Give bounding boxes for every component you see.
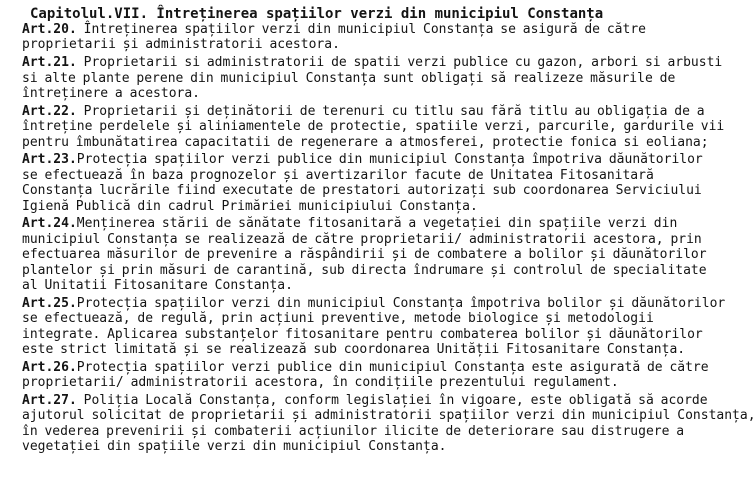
article-line bbox=[22, 37, 632, 52]
article-line bbox=[22, 247, 707, 263]
article-26 bbox=[22, 359, 709, 391]
article-line bbox=[22, 262, 707, 278]
article-number: Art.22. bbox=[22, 103, 77, 119]
article-text: Întreținerea spațiilor verzi din municipiul Constanța se asigură de către bbox=[76, 22, 646, 37]
article-text: si alte plante perene din municipiul Constanța sunt obligați să realizeze măsurile de bbox=[22, 70, 676, 86]
article-text: plantelor și prin măsuri de carantină, sub directa îndrumare și controlul de specialitate bbox=[22, 262, 707, 278]
article-line bbox=[22, 342, 686, 358]
article-27 bbox=[22, 393, 756, 455]
article-number: Art.20. bbox=[22, 22, 77, 37]
article-line bbox=[22, 86, 632, 101]
article-number: Art.23. bbox=[22, 152, 77, 168]
article-21 bbox=[22, 55, 723, 102]
article-text: întreține perdelele și aliniamentele de protectie, spatiile verzi, parcurile, gardurile vii bbox=[22, 119, 725, 135]
article-text: Constanța lucrările fiind executate de prestatori autorizați sub coordonarea Serviciului bbox=[22, 183, 702, 199]
article-line bbox=[22, 393, 708, 409]
article-text: se efectuează, de regulă, prin acțiuni preventive, metode biologice și metodologii bbox=[22, 311, 654, 327]
article-line bbox=[22, 326, 703, 342]
article-line bbox=[22, 119, 725, 135]
article-text: în vederea prevenirii și combaterii acțiunilor ilicite de deteriorare sau distrugere a bbox=[22, 423, 685, 439]
article-line bbox=[22, 199, 632, 214]
article-line bbox=[22, 423, 685, 439]
article-text: vegetației din spațiile verzi din municipiul Constanța. bbox=[22, 439, 447, 455]
article-line bbox=[22, 167, 654, 183]
article-text: se efectuează în baza prognozelor și avertizarilor facute de Unitatea Fitosanitară bbox=[22, 167, 654, 183]
article-line bbox=[22, 231, 702, 247]
article-line bbox=[22, 311, 654, 327]
article-line bbox=[22, 295, 726, 311]
article-line bbox=[22, 408, 756, 424]
article-line bbox=[22, 55, 723, 71]
article-number: Art.21. bbox=[22, 55, 77, 71]
article-text: municipiul Constanța se realizează de către proprietarii/ administratorii acestora, prin bbox=[22, 231, 702, 247]
article-line bbox=[22, 134, 709, 150]
article-text: proprietarii/ administratorii acestora, în condițiile prezentului regulament. bbox=[22, 375, 619, 391]
article-number: Art.25. bbox=[22, 295, 77, 311]
article-line bbox=[22, 183, 702, 199]
article-text: Protecția spațiilor verzi publice din municipiul Constanța este asigurată de către bbox=[76, 359, 709, 375]
article-text: este strict limitată și se realizează sub coordonarea Unității Fitosanitare Constanța. bbox=[22, 342, 686, 358]
article-line bbox=[22, 70, 676, 86]
chapter-title: Capitolul.VII. Întreținerea spațiilor verzi din municipiul Constanța bbox=[30, 6, 604, 22]
article-line bbox=[22, 216, 678, 232]
article-text: proprietarii și administratorii acestora. bbox=[22, 37, 340, 53]
article-line bbox=[22, 152, 703, 168]
article-text: ajutorul solicitat de proprietarii și administratorii spațiilor verzi din municipiul Constanța, bbox=[22, 408, 756, 424]
article-text: efectuarea măsurilor de prevenire a răspândirii și de combatere a bolilor și dăunătorilor bbox=[22, 247, 707, 263]
article-22 bbox=[22, 103, 725, 150]
article-line bbox=[22, 439, 632, 454]
article-text: Proprietarii si administratorii de spatii verzi publice cu gazon, arbori si arbusti bbox=[76, 55, 723, 71]
article-text: Igienă Publică din cadrul Primăriei municipiului Constanța. bbox=[22, 198, 478, 214]
article-line bbox=[22, 359, 709, 375]
article-line bbox=[22, 103, 705, 119]
article-text: Poliția Locală Constanța, conform legislației în vigoare, este obligată să acorde bbox=[76, 393, 708, 409]
articles-list bbox=[22, 22, 756, 455]
article-text: întreținere a acestora. bbox=[22, 86, 201, 102]
article-20 bbox=[22, 22, 646, 53]
article-text: pentru îmbunătatirea capacitatii de regenerare a atmosferei, protectie fonica si eoliana; bbox=[22, 134, 709, 150]
article-number: Art.24. bbox=[22, 216, 77, 232]
article-line bbox=[22, 375, 632, 390]
article-line bbox=[22, 278, 632, 293]
article-text: Protecția spațiilor verzi publice din municipiul Constanța împotriva dăunătorilor bbox=[76, 152, 703, 168]
article-number: Art.26. bbox=[22, 359, 77, 375]
article-25 bbox=[22, 295, 726, 358]
article-text: Protecția spațiilor verzi din municipiul Constanța împotriva bolilor și dăunătorilor bbox=[76, 295, 726, 311]
article-line bbox=[22, 22, 646, 37]
article-text: al Unitatii Fitosanitare Constanța. bbox=[22, 278, 293, 294]
article-text: Proprietarii și deținătorii de terenuri cu titlu sau fără titlu au obligația de a bbox=[76, 103, 705, 119]
article-text: Menținerea stării de sănătate fitosanitară a vegetației din spațiile verzi din bbox=[76, 216, 678, 232]
article-text: integrate. Aplicarea substanțelor fitosanitare pentru combaterea bolilor și dăunătorilor bbox=[22, 326, 703, 342]
article-24 bbox=[22, 216, 707, 294]
article-23 bbox=[22, 152, 703, 214]
article-number: Art.27. bbox=[22, 393, 77, 409]
